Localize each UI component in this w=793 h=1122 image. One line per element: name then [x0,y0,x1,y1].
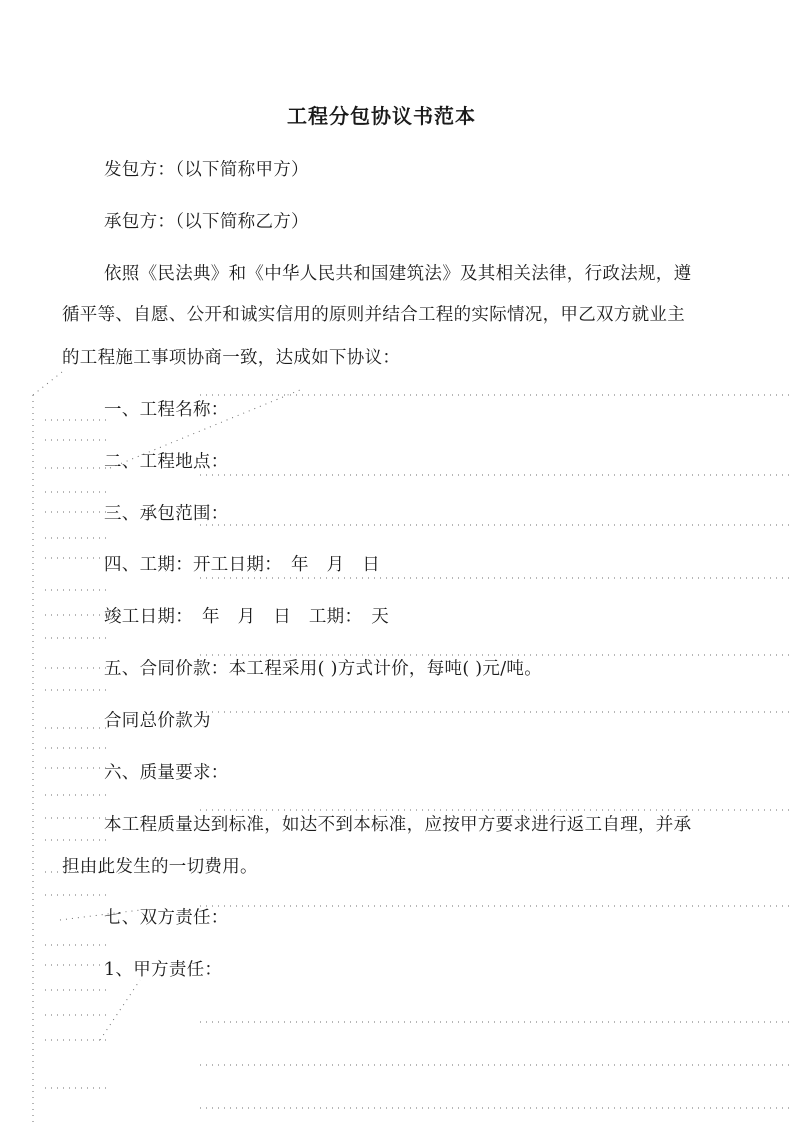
dotted-diagonal [100,980,140,1040]
responsibilities-heading: 七、双方责任： [104,908,229,928]
quality-line-2: 担由此发生的一切费用。 [62,857,258,877]
schedule-start-line: 四、工期：开工日期： 年 月 日 [104,555,381,575]
corner-dotted-diagonal [33,372,62,395]
preamble-line-3: 的工程施工事项协商一致，达成如下协议： [62,348,401,368]
contract-price-line: 五、合同价款：本工程采用( )方式计价，每吨( )元/吨。 [104,659,543,679]
project-name-line: 一、工程名称： [104,400,229,420]
party-b-line: 承包方：（以下简称乙方） [104,212,309,232]
schedule-end-line: 竣工日期： 年 月 日 工期： 天 [104,607,390,627]
quality-line-1: 本工程质量达到标准，如达不到本标准，应按甲方要求进行返工自理，并承 [104,815,692,835]
document-title: 工程分包协议书范本 [287,104,476,128]
quality-heading: 六、质量要求： [104,763,229,783]
preamble-line-1: 依照《民法典》和《中华人民共和国建筑法》及其相关法律，行政法规，遵 [104,264,692,284]
preamble-line-2: 循平等、自愿、公开和诚实信用的原则并结合工程的实际情况，甲乙双方就业主 [62,305,685,325]
total-price-line: 合同总价款为 [104,711,211,731]
party-a-line: 发包方：（以下简称甲方） [104,160,309,180]
contract-scope-line: 三、承包范围： [104,504,229,524]
project-location-line: 二、工程地点： [104,452,229,472]
party-a-responsibility-line: 1、甲方责任： [104,960,223,980]
